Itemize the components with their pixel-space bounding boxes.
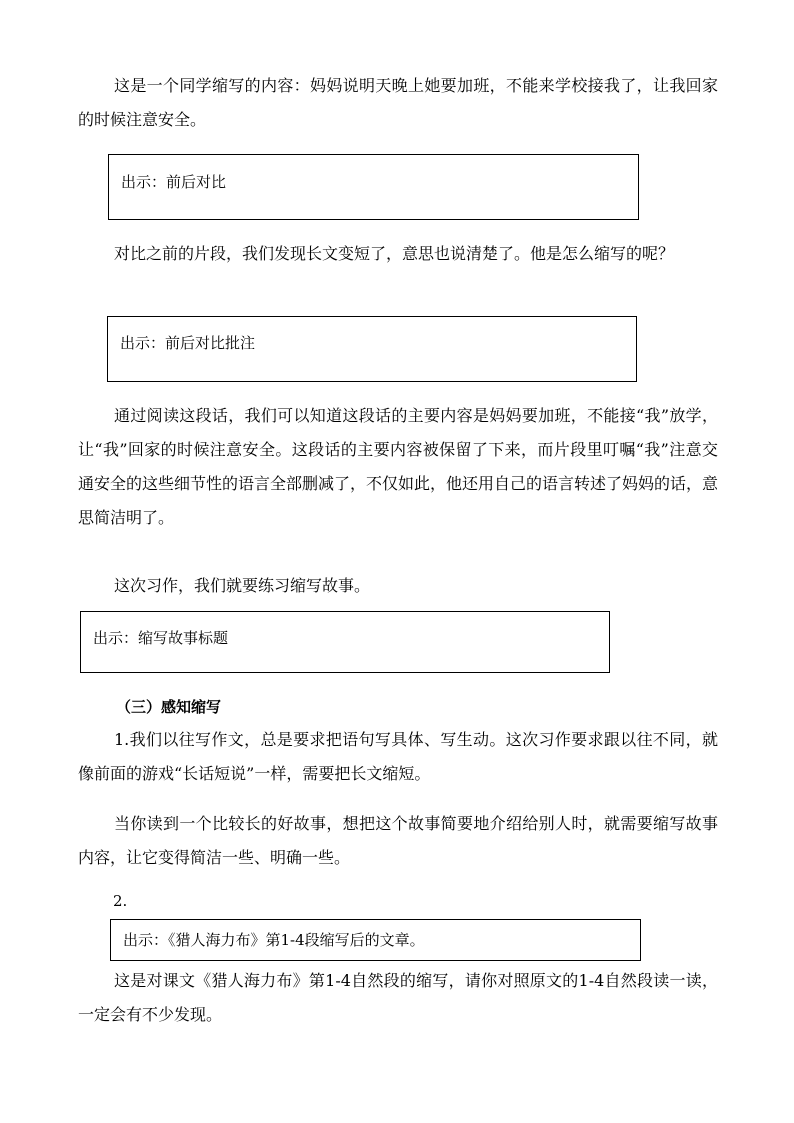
- paragraph-purpose: 当你读到一个比较长的好故事，想把这个故事简要地介绍给别人时，就需要缩写故事内容，让它变得简洁一些、明确一些。: [78, 814, 718, 867]
- callout-text: 出示：前后对比批注: [120, 334, 256, 352]
- callout-text: 出示：缩写故事标题: [93, 629, 229, 647]
- callout-box-annotation: [107, 316, 637, 382]
- paragraph-task-intro: 这次习作，我们就要练习缩写故事。: [114, 576, 371, 595]
- callout-box-title: [80, 611, 610, 673]
- paragraph-sample-condensed: 这是一个同学缩写的内容：妈妈说明天晚上她要加班，不能来学校接我了，让我回家的时候注意安全。: [78, 76, 718, 129]
- paragraph-instruction: 这是对课文《猎人海力布》第1-4自然段的缩写，请你对照原文的1-4自然段读一读，一定会有不少发现。: [78, 971, 718, 1024]
- callout-box-article: [110, 919, 641, 961]
- callout-text: 出示：前后对比: [121, 173, 227, 191]
- paragraph-point-1: 1.我们以往写作文，总是要求把语句写具体、写生动。这次习作要求跟以往不同，就像前面的游戏“长话短说”一样，需要把长文缩短。: [78, 730, 718, 783]
- callout-box-compare: [108, 154, 639, 220]
- paragraph-comparison: 对比之前的片段，我们发现长文变短了，意思也说清楚了。他是怎么缩写的呢？: [114, 244, 675, 263]
- section-heading: （三）感知缩写: [116, 698, 222, 716]
- paragraph-analysis: 通过阅读这段话，我们可以知道这段话的主要内容是妈妈要加班，不能接“我”放学，让“我”回家的时候注意安全。这段话的主要内容被保留了下来，而片段里叮嘱“我”注意交通安全的这些细节性的语言全部删减了，不仅如此，他还用自己的语言转述了妈妈的话，意思简洁明了。: [78, 406, 719, 527]
- callout-text: 出示：《猎人海力布》第1-4段缩写后的文章。: [123, 931, 425, 949]
- item-number: 2.: [113, 892, 128, 910]
